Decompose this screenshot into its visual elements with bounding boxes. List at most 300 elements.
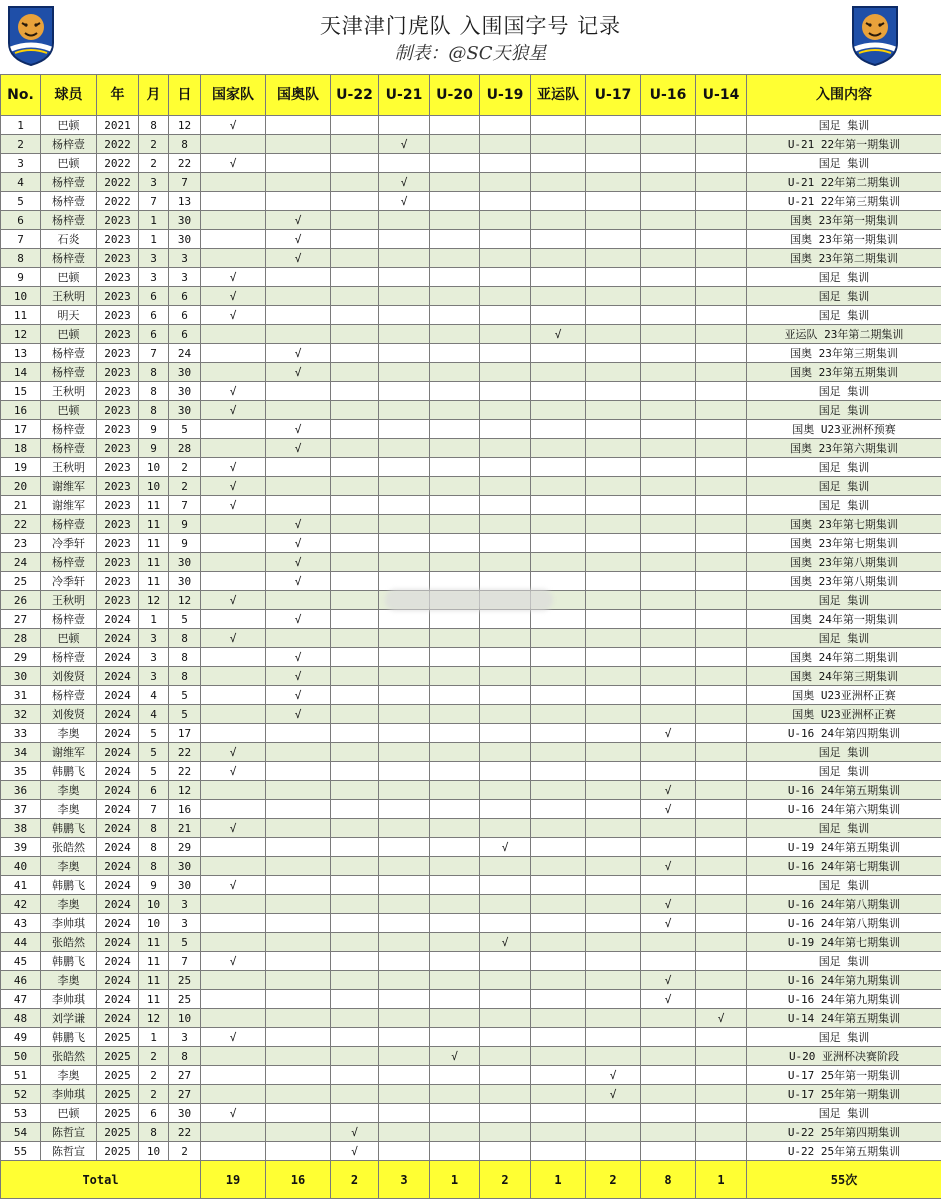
column-header: U-19 <box>480 75 531 116</box>
empty-cell <box>531 819 586 838</box>
empty-cell <box>641 249 696 268</box>
empty-cell <box>696 382 747 401</box>
table-row <box>1 116 941 135</box>
cell-year: 2024 <box>97 724 139 743</box>
cell-year: 2024 <box>97 838 139 857</box>
cell-month: 8 <box>139 857 169 876</box>
empty-cell <box>480 876 531 895</box>
empty-cell <box>331 667 379 686</box>
check-mark-icon: √ <box>266 211 331 230</box>
empty-cell <box>266 477 331 496</box>
cell-year: 2023 <box>97 572 139 591</box>
empty-cell <box>201 1066 266 1085</box>
check-mark-icon: √ <box>266 515 331 534</box>
empty-cell <box>266 135 331 154</box>
empty-cell <box>586 933 641 952</box>
empty-cell <box>641 610 696 629</box>
cell-player: 韩鹏飞 <box>41 952 97 971</box>
empty-cell <box>586 876 641 895</box>
cell-no: 3 <box>1 154 41 173</box>
total-count: 3 <box>379 1161 430 1199</box>
empty-cell <box>266 401 331 420</box>
empty-cell <box>696 819 747 838</box>
check-mark-icon: √ <box>201 1028 266 1047</box>
check-mark-icon: √ <box>266 705 331 724</box>
cell-year: 2024 <box>97 667 139 686</box>
empty-cell <box>201 1085 266 1104</box>
empty-cell <box>480 572 531 591</box>
empty-cell <box>430 686 480 705</box>
empty-cell <box>531 781 586 800</box>
cell-player: 杨梓壹 <box>41 249 97 268</box>
cell-year: 2024 <box>97 648 139 667</box>
empty-cell <box>430 724 480 743</box>
empty-cell <box>331 458 379 477</box>
cell-year: 2023 <box>97 553 139 572</box>
column-header: 日 <box>169 75 201 116</box>
empty-cell <box>586 971 641 990</box>
column-header: 年 <box>97 75 139 116</box>
cell-year: 2023 <box>97 420 139 439</box>
check-mark-icon: √ <box>266 553 331 572</box>
page-title: 天津津门虎队 入围国字号 记录 <box>150 10 791 40</box>
cell-no: 17 <box>1 420 41 439</box>
empty-cell <box>331 857 379 876</box>
cell-month: 11 <box>139 933 169 952</box>
empty-cell <box>586 135 641 154</box>
cell-day: 6 <box>169 287 201 306</box>
cell-month: 8 <box>139 838 169 857</box>
cell-content: U-19 24年第五期集训 <box>747 838 941 857</box>
cell-year: 2023 <box>97 477 139 496</box>
empty-cell <box>331 952 379 971</box>
empty-cell <box>641 173 696 192</box>
cell-player: 刘学谦 <box>41 1009 97 1028</box>
cell-player: 李奥 <box>41 857 97 876</box>
empty-cell <box>696 610 747 629</box>
empty-cell <box>201 249 266 268</box>
empty-cell <box>531 990 586 1009</box>
cell-month: 6 <box>139 287 169 306</box>
empty-cell <box>379 534 430 553</box>
cell-day: 9 <box>169 515 201 534</box>
empty-cell <box>480 553 531 572</box>
cell-content: U-16 24年第四期集训 <box>747 724 941 743</box>
empty-cell <box>531 914 586 933</box>
empty-cell <box>586 230 641 249</box>
column-header: 入围内容 <box>747 75 941 116</box>
cell-content: 国奥 23年第一期集训 <box>747 230 941 249</box>
cell-player: 杨梓壹 <box>41 648 97 667</box>
empty-cell <box>379 1085 430 1104</box>
empty-cell <box>531 363 586 382</box>
empty-cell <box>379 306 430 325</box>
empty-cell <box>266 306 331 325</box>
empty-cell <box>331 173 379 192</box>
cell-day: 25 <box>169 990 201 1009</box>
page-subtitle: 制表：@SC天狼星 <box>150 39 791 65</box>
empty-cell <box>201 610 266 629</box>
cell-player: 巴顿 <box>41 325 97 344</box>
table-row <box>1 876 941 895</box>
cell-day: 8 <box>169 135 201 154</box>
cell-content: U-21 22年第三期集训 <box>747 192 941 211</box>
empty-cell <box>586 1123 641 1142</box>
cell-year: 2024 <box>97 952 139 971</box>
cell-day: 3 <box>169 895 201 914</box>
cell-no: 43 <box>1 914 41 933</box>
table-row <box>1 724 941 743</box>
cell-day: 6 <box>169 306 201 325</box>
empty-cell <box>531 1142 586 1161</box>
empty-cell <box>531 420 586 439</box>
empty-cell <box>586 116 641 135</box>
empty-cell <box>696 401 747 420</box>
cell-day: 30 <box>169 572 201 591</box>
empty-cell <box>531 895 586 914</box>
empty-cell <box>531 838 586 857</box>
empty-cell <box>379 1009 430 1028</box>
empty-cell <box>696 629 747 648</box>
empty-cell <box>480 1085 531 1104</box>
cell-day: 7 <box>169 496 201 515</box>
empty-cell <box>641 876 696 895</box>
total-count: 1 <box>531 1161 586 1199</box>
empty-cell <box>331 1104 379 1123</box>
empty-cell <box>641 591 696 610</box>
cell-day: 30 <box>169 363 201 382</box>
empty-cell <box>586 857 641 876</box>
empty-cell <box>480 211 531 230</box>
cell-content: U-17 25年第一期集训 <box>747 1066 941 1085</box>
table-row <box>1 420 941 439</box>
empty-cell <box>641 268 696 287</box>
empty-cell <box>480 534 531 553</box>
cell-day: 3 <box>169 1028 201 1047</box>
empty-cell <box>201 1009 266 1028</box>
empty-cell <box>696 648 747 667</box>
cell-year: 2025 <box>97 1028 139 1047</box>
empty-cell <box>430 952 480 971</box>
cell-day: 8 <box>169 629 201 648</box>
empty-cell <box>430 800 480 819</box>
cell-no: 48 <box>1 1009 41 1028</box>
empty-cell <box>430 135 480 154</box>
cell-day: 12 <box>169 591 201 610</box>
cell-no: 22 <box>1 515 41 534</box>
empty-cell <box>379 230 430 249</box>
empty-cell <box>430 230 480 249</box>
empty-cell <box>201 173 266 192</box>
cell-day: 12 <box>169 116 201 135</box>
cell-month: 11 <box>139 952 169 971</box>
table-row <box>1 230 941 249</box>
empty-cell <box>586 610 641 629</box>
empty-cell <box>641 686 696 705</box>
empty-cell <box>430 895 480 914</box>
empty-cell <box>379 1047 430 1066</box>
cell-content: 国奥 24年第一期集训 <box>747 610 941 629</box>
empty-cell <box>480 173 531 192</box>
empty-cell <box>531 287 586 306</box>
table-row <box>1 534 941 553</box>
cell-day: 8 <box>169 648 201 667</box>
table-row <box>1 1104 941 1123</box>
cell-month: 2 <box>139 1085 169 1104</box>
empty-cell <box>379 1123 430 1142</box>
empty-cell <box>379 363 430 382</box>
empty-cell <box>641 363 696 382</box>
cell-day: 30 <box>169 876 201 895</box>
empty-cell <box>696 572 747 591</box>
check-mark-icon: √ <box>201 458 266 477</box>
empty-cell <box>201 325 266 344</box>
empty-cell <box>430 515 480 534</box>
cell-day: 2 <box>169 477 201 496</box>
empty-cell <box>641 534 696 553</box>
cell-player: 张皓然 <box>41 838 97 857</box>
empty-cell <box>641 1028 696 1047</box>
empty-cell <box>480 344 531 363</box>
cell-day: 30 <box>169 401 201 420</box>
empty-cell <box>266 173 331 192</box>
cell-year: 2024 <box>97 762 139 781</box>
cell-player: 李帅琪 <box>41 990 97 1009</box>
empty-cell <box>696 1085 747 1104</box>
empty-cell <box>331 230 379 249</box>
cell-day: 30 <box>169 382 201 401</box>
empty-cell <box>480 800 531 819</box>
empty-cell <box>430 534 480 553</box>
table-row <box>1 990 941 1009</box>
empty-cell <box>430 325 480 344</box>
cell-day: 7 <box>169 952 201 971</box>
empty-cell <box>480 1047 531 1066</box>
check-mark-icon: √ <box>266 610 331 629</box>
empty-cell <box>480 401 531 420</box>
cell-player: 冷季轩 <box>41 572 97 591</box>
check-mark-icon: √ <box>641 971 696 990</box>
empty-cell <box>696 895 747 914</box>
empty-cell <box>480 781 531 800</box>
cell-month: 6 <box>139 306 169 325</box>
cell-month: 2 <box>139 135 169 154</box>
empty-cell <box>331 1028 379 1047</box>
empty-cell <box>531 800 586 819</box>
empty-cell <box>641 629 696 648</box>
cell-content: 国奥 23年第七期集训 <box>747 515 941 534</box>
empty-cell <box>379 990 430 1009</box>
check-mark-icon: √ <box>201 743 266 762</box>
empty-cell <box>586 572 641 591</box>
empty-cell <box>586 895 641 914</box>
empty-cell <box>696 762 747 781</box>
check-mark-icon: √ <box>641 914 696 933</box>
empty-cell <box>696 781 747 800</box>
check-mark-icon: √ <box>201 287 266 306</box>
empty-cell <box>379 724 430 743</box>
cell-day: 5 <box>169 610 201 629</box>
empty-cell <box>379 572 430 591</box>
empty-cell <box>430 1009 480 1028</box>
empty-cell <box>430 1028 480 1047</box>
empty-cell <box>331 914 379 933</box>
empty-cell <box>266 1009 331 1028</box>
empty-cell <box>266 1028 331 1047</box>
empty-cell <box>586 553 641 572</box>
cell-month: 11 <box>139 553 169 572</box>
table-row <box>1 762 941 781</box>
check-mark-icon: √ <box>586 1066 641 1085</box>
cell-month: 3 <box>139 648 169 667</box>
cell-year: 2024 <box>97 819 139 838</box>
empty-cell <box>266 724 331 743</box>
empty-cell <box>641 667 696 686</box>
cell-no: 9 <box>1 268 41 287</box>
empty-cell <box>266 933 331 952</box>
empty-cell <box>531 249 586 268</box>
cell-no: 7 <box>1 230 41 249</box>
cell-no: 33 <box>1 724 41 743</box>
cell-no: 41 <box>1 876 41 895</box>
cell-content: 国足 集训 <box>747 306 941 325</box>
empty-cell <box>430 116 480 135</box>
cell-player: 王秋明 <box>41 458 97 477</box>
check-mark-icon: √ <box>430 1047 480 1066</box>
cell-day: 3 <box>169 249 201 268</box>
cell-no: 16 <box>1 401 41 420</box>
cell-player: 李奥 <box>41 1066 97 1085</box>
column-header: 月 <box>139 75 169 116</box>
check-mark-icon: √ <box>641 724 696 743</box>
cell-day: 13 <box>169 192 201 211</box>
total-count: 8 <box>641 1161 696 1199</box>
empty-cell <box>586 705 641 724</box>
empty-cell <box>331 154 379 173</box>
empty-cell <box>641 762 696 781</box>
empty-cell <box>696 268 747 287</box>
cell-content: 国足 集训 <box>747 116 941 135</box>
empty-cell <box>696 477 747 496</box>
cell-month: 8 <box>139 382 169 401</box>
empty-cell <box>586 420 641 439</box>
column-header: 球员 <box>41 75 97 116</box>
cell-no: 42 <box>1 895 41 914</box>
empty-cell <box>586 1047 641 1066</box>
empty-cell <box>379 1104 430 1123</box>
cell-year: 2024 <box>97 990 139 1009</box>
check-mark-icon: √ <box>201 876 266 895</box>
empty-cell <box>531 116 586 135</box>
empty-cell <box>641 458 696 477</box>
cell-day: 5 <box>169 420 201 439</box>
empty-cell <box>586 800 641 819</box>
cell-no: 38 <box>1 819 41 838</box>
empty-cell <box>266 1047 331 1066</box>
cell-no: 10 <box>1 287 41 306</box>
total-count: 2 <box>480 1161 531 1199</box>
cell-player: 杨梓壹 <box>41 211 97 230</box>
cell-no: 52 <box>1 1085 41 1104</box>
table-row <box>1 933 941 952</box>
empty-cell <box>266 382 331 401</box>
cell-month: 11 <box>139 971 169 990</box>
cell-year: 2025 <box>97 1047 139 1066</box>
table-row <box>1 648 941 667</box>
cell-no: 51 <box>1 1066 41 1085</box>
empty-cell <box>331 401 379 420</box>
cell-no: 39 <box>1 838 41 857</box>
cell-content: 亚运队 23年第二期集训 <box>747 325 941 344</box>
check-mark-icon: √ <box>201 496 266 515</box>
cell-month: 9 <box>139 876 169 895</box>
empty-cell <box>480 724 531 743</box>
cell-day: 2 <box>169 458 201 477</box>
total-count: 1 <box>696 1161 747 1199</box>
empty-cell <box>696 173 747 192</box>
empty-cell <box>696 230 747 249</box>
cell-day: 30 <box>169 211 201 230</box>
empty-cell <box>266 458 331 477</box>
empty-cell <box>331 268 379 287</box>
empty-cell <box>331 990 379 1009</box>
cell-no: 34 <box>1 743 41 762</box>
jinmen-tiger-logo-right <box>847 3 903 67</box>
empty-cell <box>331 705 379 724</box>
empty-cell <box>696 192 747 211</box>
cell-month: 11 <box>139 515 169 534</box>
empty-cell <box>201 439 266 458</box>
table-row <box>1 819 941 838</box>
empty-cell <box>586 458 641 477</box>
cell-year: 2025 <box>97 1085 139 1104</box>
empty-cell <box>480 971 531 990</box>
cell-content: 国奥 23年第三期集训 <box>747 344 941 363</box>
empty-cell <box>331 135 379 154</box>
empty-cell <box>430 363 480 382</box>
check-mark-icon: √ <box>201 306 266 325</box>
cell-month: 2 <box>139 154 169 173</box>
empty-cell <box>641 743 696 762</box>
empty-cell <box>586 819 641 838</box>
cell-content: 国足 集训 <box>747 629 941 648</box>
table-row <box>1 1028 941 1047</box>
cell-content: 国奥 23年第八期集训 <box>747 572 941 591</box>
cell-no: 36 <box>1 781 41 800</box>
cell-day: 30 <box>169 230 201 249</box>
empty-cell <box>480 1142 531 1161</box>
empty-cell <box>331 724 379 743</box>
empty-cell <box>266 1066 331 1085</box>
table-row <box>1 800 941 819</box>
empty-cell <box>201 515 266 534</box>
cell-no: 31 <box>1 686 41 705</box>
check-mark-icon: √ <box>201 116 266 135</box>
cell-player: 杨梓壹 <box>41 363 97 382</box>
empty-cell <box>430 477 480 496</box>
empty-cell <box>331 306 379 325</box>
empty-cell <box>379 458 430 477</box>
cell-no: 23 <box>1 534 41 553</box>
empty-cell <box>201 1123 266 1142</box>
cell-content: U-21 22年第一期集训 <box>747 135 941 154</box>
empty-cell <box>266 154 331 173</box>
cell-month: 6 <box>139 1104 169 1123</box>
empty-cell <box>531 952 586 971</box>
cell-player: 谢维军 <box>41 743 97 762</box>
empty-cell <box>331 819 379 838</box>
empty-cell <box>586 1009 641 1028</box>
